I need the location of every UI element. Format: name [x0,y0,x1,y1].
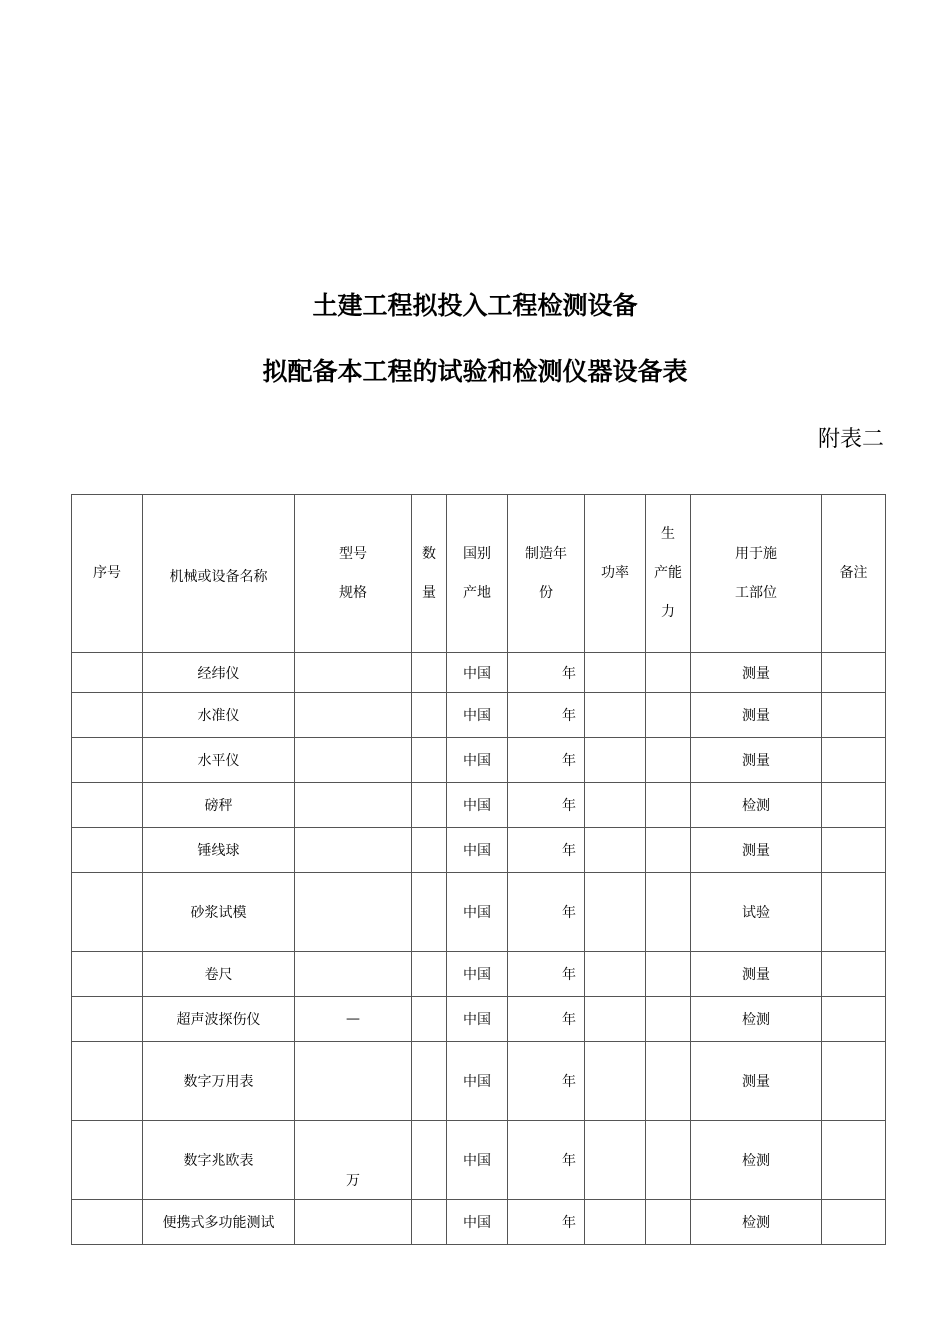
equipment-origin: 中国 [447,873,508,952]
equipment-name: 超声波探伤仪 [143,997,295,1042]
equipment-model [295,828,412,873]
equipment-name: 磅秤 [143,783,295,828]
equipment-year: 年 [508,1042,585,1121]
table-row [72,1121,886,1200]
equipment-model: 万 [295,1121,412,1200]
equipment-name: 砂浆试模 [143,873,295,952]
equipment-model: — [295,997,412,1042]
equipment-usage: 测量 [691,693,822,738]
document-title: 土建工程拟投入工程检测设备 [312,291,638,320]
equipment-origin: 中国 [447,828,508,873]
table-row [72,828,886,873]
equipment-year: 年 [508,952,585,997]
equipment-name: 水准仪 [143,693,295,738]
equipment-model [295,952,412,997]
equipment-origin: 中国 [447,783,508,828]
equipment-model [295,1200,412,1245]
equipment-origin: 中国 [447,693,508,738]
header-row [72,495,886,653]
equipment-year: 年 [508,783,585,828]
equipment-usage: 测量 [691,828,822,873]
equipment-origin: 中国 [447,1121,508,1200]
table-row [72,738,886,783]
header-year: 制造年 份 [508,495,585,653]
table-row [72,1042,886,1121]
equipment-year: 年 [508,997,585,1042]
header-remark: 备注 [822,495,886,653]
equipment-year: 年 [508,1200,585,1245]
header-name: 机械或设备名称 [143,495,295,653]
equipment-model [295,873,412,952]
equipment-table [71,494,886,1245]
table-row [72,873,886,952]
table-row [72,783,886,828]
equipment-name: 数字兆欧表 [143,1121,295,1200]
equipment-usage: 测量 [691,653,822,693]
equipment-usage: 试验 [691,873,822,952]
header-qty: 数 量 [412,495,447,653]
table-row [72,693,886,738]
header-seq: 序号 [72,495,143,653]
equipment-origin: 中国 [447,1200,508,1245]
equipment-model [295,1042,412,1121]
equipment-model [295,738,412,783]
equipment-model [295,693,412,738]
equipment-model [295,653,412,693]
equipment-usage: 测量 [691,738,822,783]
equipment-year: 年 [508,828,585,873]
equipment-origin: 中国 [447,997,508,1042]
equipment-usage: 检测 [691,783,822,828]
table-row [72,653,886,693]
equipment-year: 年 [508,1121,585,1200]
table-row [72,952,886,997]
appendix-label: 附表二 [817,427,884,452]
table-title: 拟配备本工程的试验和检测仪器设备表 [262,357,688,386]
equipment-origin: 中国 [447,738,508,783]
header-usage: 用于施 工部位 [691,495,822,653]
equipment-usage: 检测 [691,997,822,1042]
equipment-name: 经纬仪 [143,653,295,693]
equipment-usage: 检测 [691,1200,822,1245]
equipment-usage: 测量 [691,952,822,997]
equipment-name: 锤线球 [143,828,295,873]
equipment-model [295,783,412,828]
equipment-origin: 中国 [447,952,508,997]
equipment-name: 卷尺 [143,952,295,997]
header-power: 功率 [585,495,646,653]
equipment-origin: 中国 [447,1042,508,1121]
equipment-usage: 测量 [691,1042,822,1121]
equipment-name: 水平仪 [143,738,295,783]
equipment-name: 便携式多功能测试 [143,1200,295,1245]
header-origin: 国别 产地 [447,495,508,653]
equipment-usage: 检测 [691,1121,822,1200]
table-row [72,997,886,1042]
header-capacity: 生 产能 力 [646,495,691,653]
equipment-year: 年 [508,738,585,783]
equipment-year: 年 [508,873,585,952]
equipment-year: 年 [508,653,585,693]
header-model: 型号 规格 [295,495,412,653]
equipment-name: 数字万用表 [143,1042,295,1121]
equipment-year: 年 [508,693,585,738]
table-row [72,1200,886,1245]
equipment-origin: 中国 [447,653,508,693]
